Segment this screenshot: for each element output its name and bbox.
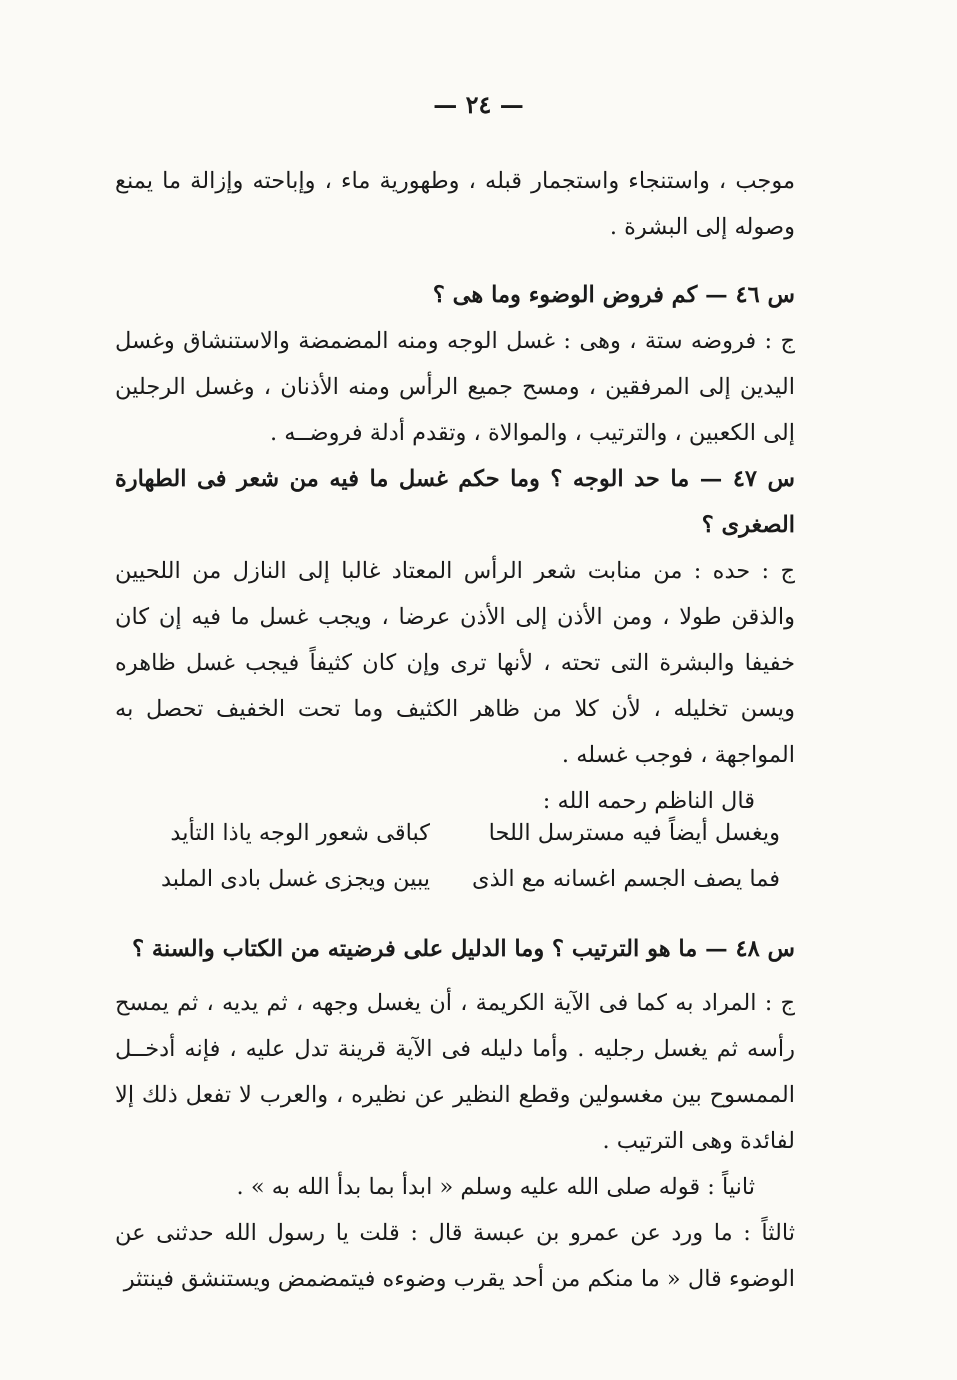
answer-48-third-proof: ثالثاً : ما ورد عن عمرو بن عبسة قال : قلت يا رسول الله حدثنى عن الوضوء قال « ما منكم من أحد يقرب وضوءه فيتمضمض ويستنشق فينتثر (115, 1220, 795, 1292)
answer-48-second-proof: ثانياً : قوله صلى الله عليه وسلم « ابدأ بما بدأ الله به » . (236, 1174, 755, 1200)
poem-first-hemistich: ويغسل أيضاً فيه مسترسل اللحا (488, 820, 780, 846)
poet-intro: قال الناظم رحمه الله : (542, 788, 755, 814)
poem-line (130, 856, 780, 902)
poem-second-hemistich: يبين ويجزى غسل بادى الملبد (160, 866, 430, 892)
poem (130, 810, 780, 902)
continuation-paragraph (115, 158, 795, 250)
question-46-section (115, 272, 795, 456)
question-48: س ٤٨ — ما هو الترتيب ؟ وما الدليل على فرضيته من الكتاب والسنة ؟ (132, 936, 795, 962)
page-number: — ٢٤ — (433, 90, 524, 119)
question-47: س ٤٧ — ما حد الوجه ؟ وما حكم غسل ما فيه من شعر فى الطهارة الصغرى ؟ (115, 466, 795, 538)
answer-48: ج : المراد به كما فى الآية الكريمة ، أن يغسل وجهه ، ثم يديه ، ثم يمسح رأسه ثم يغسل رجليه . وأما دليله فى الآية قرينة تدل عليه ، فإنه أدخــل الممسوح بين مغسولين وقطع النظير عن نظيره ، والعرب لا تفعل ذلك إلا لفائدة وهى الترتيب . (115, 990, 795, 1154)
question-48-section (115, 926, 795, 1302)
question-47-section (115, 456, 795, 824)
poem-first-hemistich: فما يصف الجسم اغسانه مع الذى (472, 866, 780, 892)
continuation-text: موجب ، واستنجاء واستجمار قبله ، وطهورية ماء ، وإباحته وإزالة ما يمنع وصوله إلى البشرة . (115, 168, 795, 240)
question-46: س ٤٦ — كم فروض الوضوء وما هى ؟ (432, 282, 795, 308)
poem-line (130, 810, 780, 856)
answer-46: ج : فروضه ستة ، وهى : غسل الوجه ومنه المضمضة والاستنشاق وغسل اليدين إلى المرفقين ، ومسح جميع الرأس ومنه الأذنان ، وغسل الرجلين إلى الكعبين ، والترتيب ، والموالاة ، وتقدم أدلة فروضــه . (115, 328, 795, 446)
answer-47: ج : حده : من منابت شعر الرأس المعتاد غالبا إلى النازل من اللحيين والذقن طولا ، ومن الأذن إلى الأذن عرضا ، ويجب غسل ما فيه إن كان خفيفا والبشرة التى تحته ، لأنها ترى وإن كان كثيفاً فيجب غسل ظاهره ويسن تخليله ، لأن كلا من ظاهر الكثيف وما تحت الخفيف تحصل به المواجهة ، فوجب غسله . (115, 558, 795, 768)
poem-second-hemistich: كباقى شعور الوجه ياذا التأيد (170, 820, 430, 846)
